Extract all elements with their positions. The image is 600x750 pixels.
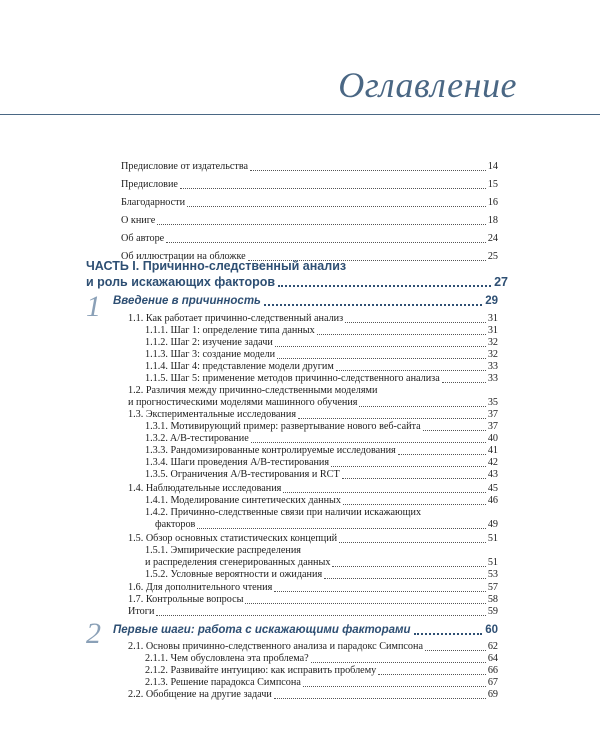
entry-page: 37 xyxy=(487,421,498,432)
toc-entry[interactable] xyxy=(145,337,498,349)
toc-entry[interactable] xyxy=(121,179,498,191)
dot-leader xyxy=(425,650,486,651)
dot-leader xyxy=(378,674,486,675)
entry-page: 59 xyxy=(487,606,498,617)
toc-entry[interactable] xyxy=(128,533,498,545)
dot-leader xyxy=(359,406,485,407)
entry-page: 14 xyxy=(487,161,498,172)
dot-leader xyxy=(336,370,486,371)
chapter-label: Первые шаги: работа с искажающими факторами xyxy=(113,624,411,636)
entry-page: 33 xyxy=(487,373,498,384)
toc-entry[interactable] xyxy=(145,569,498,581)
toc-entry-line[interactable]: 1.2. Различия между причинно-следственными моделями xyxy=(128,385,378,396)
toc-entry[interactable] xyxy=(145,495,498,507)
entry-page: 31 xyxy=(487,313,498,324)
entry-page: 67 xyxy=(487,677,498,688)
entry-label: 1.3.5. Ограничения A/B-тестирования и RCT xyxy=(145,469,340,480)
dot-leader xyxy=(156,615,485,616)
entry-label: Предисловие от издательства xyxy=(121,161,249,172)
entry-label: 1.3.2. A/B-тестирование xyxy=(145,433,249,444)
entry-page: 31 xyxy=(487,325,498,336)
dot-leader xyxy=(442,382,486,383)
dot-leader xyxy=(166,242,486,243)
toc-entry[interactable] xyxy=(145,665,498,677)
entry-label: 1.1.3. Шаг 3: создание модели xyxy=(145,349,276,360)
entry-page: 64 xyxy=(487,653,498,664)
entry-page: 42 xyxy=(487,457,498,468)
toc-entry[interactable] xyxy=(128,594,498,606)
entry-page: 57 xyxy=(487,582,498,593)
entry-label: 2.1. Основы причинно-следственного анализа и парадокс Симпсона xyxy=(128,641,423,652)
dot-leader xyxy=(398,454,486,455)
toc-entry[interactable] xyxy=(145,373,498,385)
toc-entry[interactable] xyxy=(121,233,498,245)
chapter-number: 1 xyxy=(86,290,101,323)
entry-label: факторов xyxy=(155,519,196,530)
toc-entry[interactable] xyxy=(145,421,498,433)
entry-page: 46 xyxy=(487,495,498,506)
dot-leader xyxy=(180,188,486,189)
entry-label: 1.1.2. Шаг 2: изучение задачи xyxy=(145,337,273,348)
entry-page: 45 xyxy=(487,483,498,494)
chapter-entry[interactable] xyxy=(113,623,498,637)
entry-label: О книге xyxy=(121,215,156,226)
part-heading[interactable]: ЧАСТЬ I. Причинно-следственный анализ xyxy=(86,259,347,273)
toc-entry[interactable] xyxy=(145,325,498,337)
entry-label: Итоги xyxy=(128,606,155,617)
entry-page: 53 xyxy=(487,569,498,580)
toc-entry[interactable] xyxy=(128,313,498,325)
toc-entry[interactable] xyxy=(145,469,498,481)
chapter-label: Введение в причинность xyxy=(113,295,261,307)
entry-page: 66 xyxy=(487,665,498,676)
entry-label: 1.1.4. Шаг 4: представление модели другим xyxy=(145,361,334,372)
entry-label: 1.3.4. Шаги проведения A/B-тестирования xyxy=(145,457,330,468)
entry-page: 32 xyxy=(487,349,498,360)
dot-leader xyxy=(250,170,486,171)
entry-page: 25 xyxy=(487,251,498,262)
dot-leader xyxy=(303,686,486,687)
entry-page: 43 xyxy=(487,469,498,480)
entry-label: 1.3.1. Мотивирующий пример: развертывание нового веб-сайта xyxy=(145,421,421,432)
dot-leader xyxy=(278,285,491,287)
toc-entry[interactable] xyxy=(128,483,498,495)
entry-label: 2.2. Обобщение на другие задачи xyxy=(128,689,272,700)
entry-page: 69 xyxy=(487,689,498,700)
entry-label: Об авторе xyxy=(121,233,165,244)
toc-entry[interactable] xyxy=(145,653,498,665)
entry-label: 1.6. Для дополнительного чтения xyxy=(128,582,273,593)
entry-label: 1.3.3. Рандомизированные контролируемые исследования xyxy=(145,445,396,456)
toc-entry[interactable] xyxy=(128,606,498,618)
dot-leader xyxy=(245,603,485,604)
toc-entry[interactable] xyxy=(145,361,498,373)
dot-leader xyxy=(283,492,485,493)
dot-leader xyxy=(274,698,486,699)
dot-leader xyxy=(324,578,486,579)
dot-leader xyxy=(277,358,486,359)
entry-page: 51 xyxy=(487,557,498,568)
dot-leader xyxy=(251,442,486,443)
toc-entry[interactable] xyxy=(121,215,498,227)
entry-label: 2.1.2. Развивайте интуицию: как исправить проблему xyxy=(145,665,377,676)
dot-leader xyxy=(423,430,486,431)
dot-leader xyxy=(197,528,485,529)
chapter-page: 60 xyxy=(485,624,498,636)
toc-entry[interactable] xyxy=(145,677,498,689)
entry-page: 16 xyxy=(487,197,498,208)
part-page: 27 xyxy=(494,275,508,289)
entry-label: Предисловие xyxy=(121,179,178,190)
toc-entry[interactable] xyxy=(145,445,498,457)
entry-page: 51 xyxy=(487,533,498,544)
entry-page: 49 xyxy=(487,519,498,530)
toc-entry[interactable] xyxy=(128,689,498,701)
part-heading-line2[interactable] xyxy=(86,274,508,290)
entry-page: 41 xyxy=(487,445,498,456)
page-title: Оглавление xyxy=(338,65,517,105)
entry-page: 40 xyxy=(487,433,498,444)
dot-leader xyxy=(339,542,486,543)
entry-page: 18 xyxy=(487,215,498,226)
entry-label: 1.5. Обзор основных статистических концепций xyxy=(128,533,338,544)
entry-label: Благодарности xyxy=(121,197,186,208)
toc-entry[interactable] xyxy=(145,433,498,445)
dot-leader xyxy=(275,346,486,347)
dot-leader xyxy=(345,322,486,323)
entry-label: 1.3. Экспериментальные исследования xyxy=(128,409,297,420)
entry-label: 2.1.1. Чем обусловлена эта проблема? xyxy=(145,653,309,664)
dot-leader xyxy=(331,466,486,467)
dot-leader xyxy=(343,504,486,505)
toc-entry[interactable] xyxy=(121,161,498,173)
toc-entry[interactable] xyxy=(145,457,498,469)
dot-leader xyxy=(264,304,482,306)
dot-leader xyxy=(274,591,486,592)
entry-page: 24 xyxy=(487,233,498,244)
toc-entry[interactable] xyxy=(155,519,498,531)
entry-label: 1.5.2. Условные вероятности и ожидания xyxy=(145,569,323,580)
dot-leader xyxy=(317,334,486,335)
toc-entry[interactable] xyxy=(128,409,498,421)
entry-page: 35 xyxy=(487,397,498,408)
entry-label: Об иллюстрации на обложке xyxy=(121,251,246,262)
entry-label: 1.4.1. Моделирование синтетических данных xyxy=(145,495,341,506)
entry-page: 15 xyxy=(487,179,498,190)
toc-entry[interactable] xyxy=(128,582,498,594)
chapter-number: 2 xyxy=(86,617,101,650)
entry-label: и распределения сгенерированных данных xyxy=(145,557,331,568)
entry-label: 1.7. Контрольные вопросы xyxy=(128,594,244,605)
dot-leader xyxy=(342,478,486,479)
toc-entry[interactable] xyxy=(121,197,498,209)
entry-label: 2.1.3. Решение парадокса Симпсона xyxy=(145,677,301,688)
title-rule xyxy=(0,114,600,115)
entry-label: и прогностическими моделями машинного обучения xyxy=(128,397,358,408)
toc-entry[interactable] xyxy=(145,349,498,361)
toc-entry-line[interactable]: 1.5.1. Эмпирические распределения xyxy=(145,545,301,556)
dot-leader xyxy=(157,224,485,225)
dot-leader xyxy=(311,662,486,663)
toc-entry[interactable] xyxy=(128,641,498,653)
toc-entry-line[interactable]: 1.4.2. Причинно-следственные связи при наличии искажающих xyxy=(145,507,422,518)
entry-page: 32 xyxy=(487,337,498,348)
entry-page: 58 xyxy=(487,594,498,605)
part-heading-label: и роль искажающих факторов xyxy=(86,275,276,289)
entry-label: 1.1.1. Шаг 1: определение типа данных xyxy=(145,325,315,336)
toc-entry[interactable] xyxy=(128,397,498,409)
entry-label: 1.1. Как работает причинно-следственный анализ xyxy=(128,313,344,324)
chapter-entry[interactable] xyxy=(113,294,498,308)
chapter-page: 29 xyxy=(485,295,498,307)
entry-label: 1.4. Наблюдательные исследования xyxy=(128,483,282,494)
dot-leader xyxy=(298,418,486,419)
dot-leader xyxy=(187,206,486,207)
dot-leader xyxy=(414,633,483,635)
entry-label: 1.1.5. Шаг 5: применение методов причинно-следственного анализа xyxy=(145,373,440,384)
entry-page: 33 xyxy=(487,361,498,372)
entry-page: 62 xyxy=(487,641,498,652)
entry-page: 37 xyxy=(487,409,498,420)
toc-entry[interactable] xyxy=(145,557,498,569)
dot-leader xyxy=(332,566,485,567)
